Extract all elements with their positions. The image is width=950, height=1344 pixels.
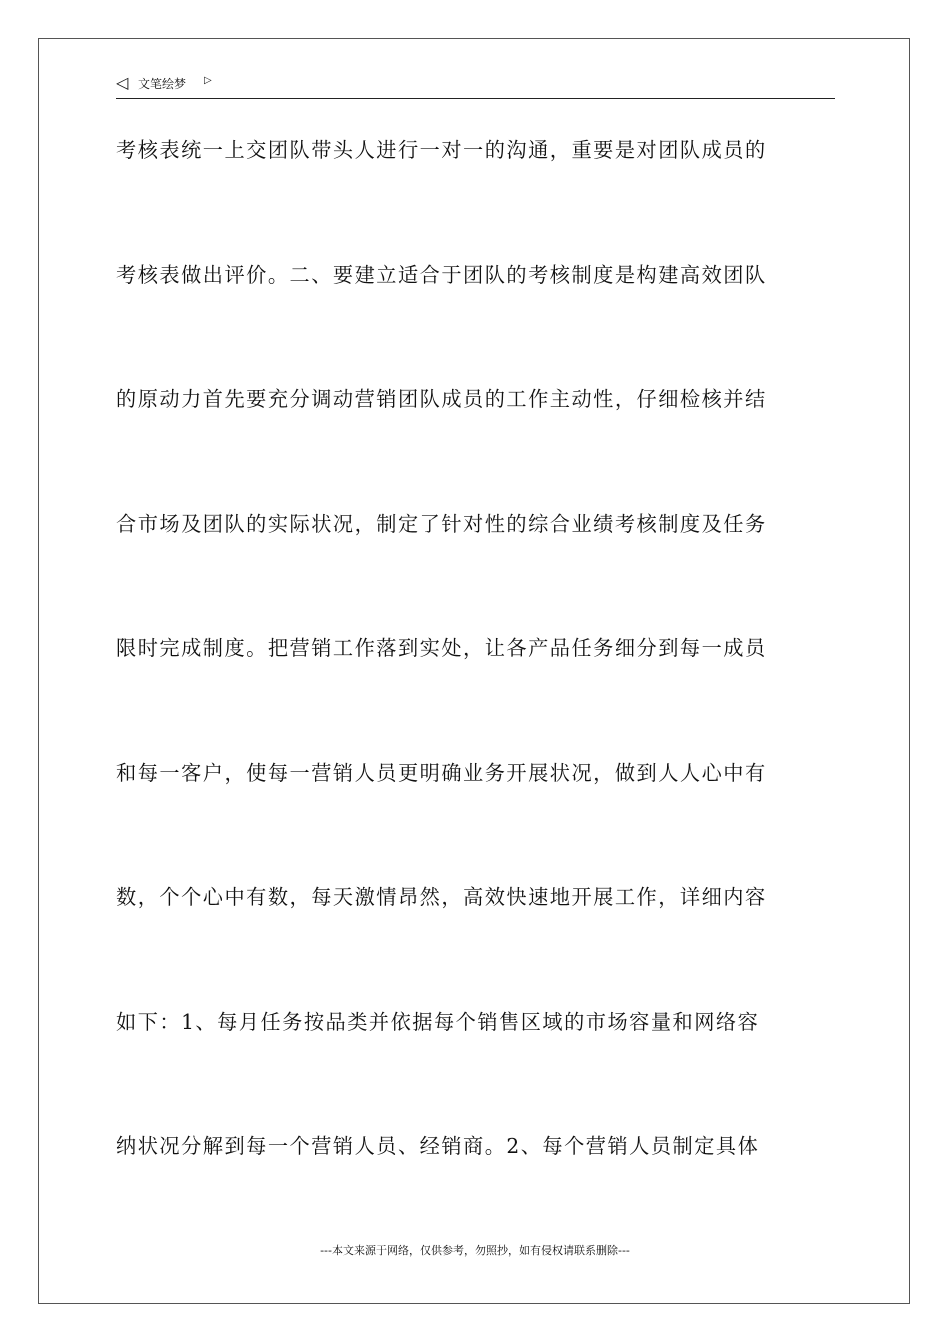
body-line: 的原动力首先要充分调动营销团队成员的工作主动性，仔细检核并结 bbox=[116, 387, 767, 411]
body-line: 如下：1、每月任务按品类并依据每个销售区域的市场容量和网络容 bbox=[116, 1009, 760, 1034]
header-title: 文笔绘梦 bbox=[138, 77, 187, 91]
document-body bbox=[116, 126, 835, 1247]
body-line: 和每一客户，使每一营销人员更明确业务开展状况，做到人人心中有 bbox=[116, 760, 767, 785]
body-line: 考核表做出评价。二、要建立适合于团队的考核制度是构建高效团队 bbox=[116, 262, 767, 287]
body-line: 数，个个心中有数，每天激情昂然，高效快速地开展工作，详细内容 bbox=[116, 885, 767, 909]
body-line: 限时完成制度。把营销工作落到实处，让各产品任务细分到每一成员 bbox=[116, 636, 767, 660]
left-triangle-icon: ◁ bbox=[116, 73, 129, 92]
footer-disclaimer: ---本文来源于网络，仅供参考，勿照抄，如有侵权请联系删除--- bbox=[320, 1244, 630, 1257]
page-header bbox=[116, 72, 835, 99]
right-triangle-icon: ▷ bbox=[204, 75, 212, 86]
body-line: 考核表统一上交团队带头人进行一对一的沟通，重要是对团队成员的 bbox=[116, 138, 767, 162]
body-line: 合市场及团队的实际状况，制定了针对性的综合业绩考核制度及任务 bbox=[116, 511, 767, 536]
body-line: 纳状况分解到每一个营销人员、经销商。2、每个营销人员制定具体 bbox=[116, 1134, 760, 1158]
